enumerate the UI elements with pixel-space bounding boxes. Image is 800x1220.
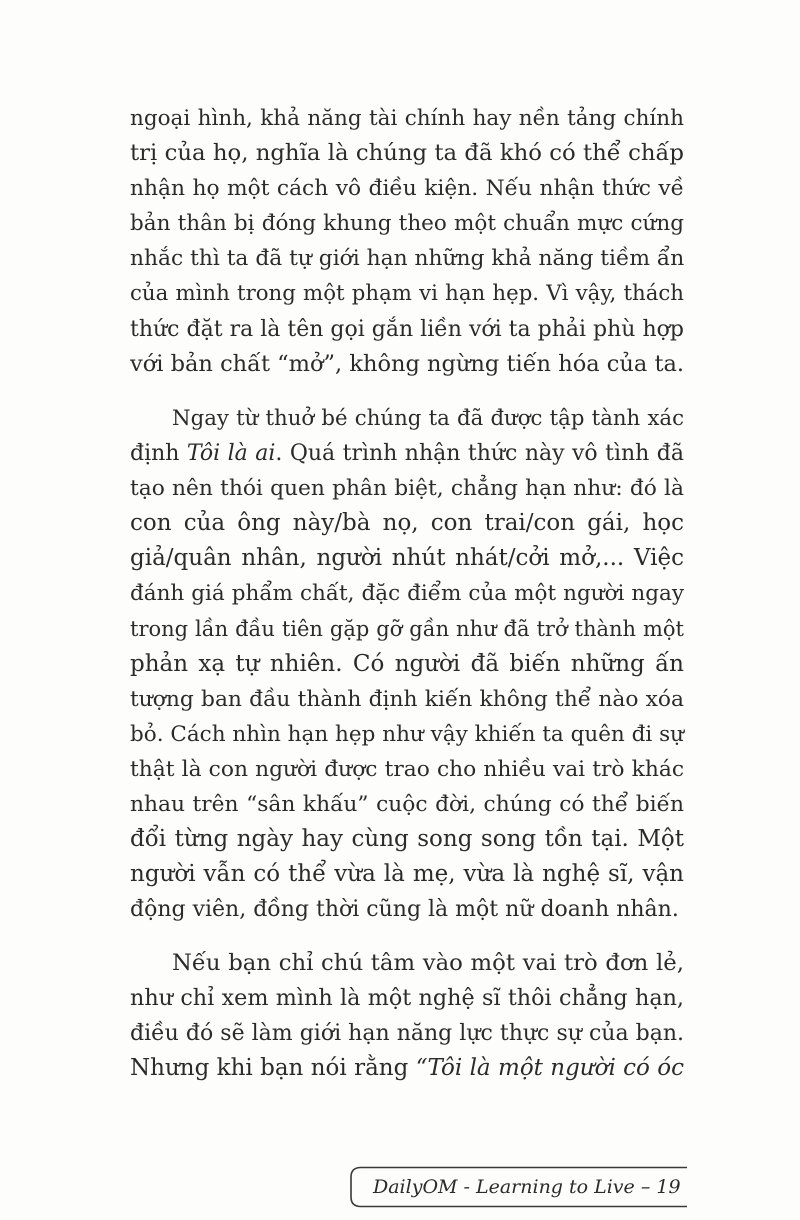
text-line: nhận họ một cách vô điều kiện. Nếu nhận thức về: [130, 176, 684, 202]
text-line: [130, 436, 684, 471]
text-line: bỏ. Cách nhìn hạn hẹp như vậy khiến ta quên đi sự: [130, 721, 684, 747]
text-line: bản thân bị đóng khung theo một chuẩn mực cứng: [130, 211, 684, 237]
text-line: phản xạ tự nhiên. Có người đã biến những ấn: [130, 650, 684, 677]
text-line: đổi từng ngày hay cùng song song tồn tại. Một: [130, 826, 684, 853]
text-line: [130, 1051, 684, 1086]
text-line: ngoại hình, khả năng tài chính hay nền tảng chính: [130, 106, 684, 131]
text-line: trị của họ, nghĩa là chúng ta đã khó có thể chấp: [130, 140, 684, 167]
text-run: định: [130, 441, 187, 467]
text-line: nhắc thì ta đã tự giới hạn những khả năng tiềm ẩn: [130, 246, 685, 272]
text-line: như chỉ xem mình là một nghệ sĩ thôi chẳng hạn,: [130, 985, 684, 1012]
text-line: giả/quân nhân, người nhút nhát/cởi mở,... Việc: [130, 545, 684, 572]
paragraph-2: [130, 401, 684, 927]
paragraph-3: [130, 946, 684, 1086]
text-line: thật là con người được trao cho nhiều vai trò khác: [130, 756, 684, 782]
text-line: con của ông này/bà nọ, con trai/con gái, học: [130, 510, 684, 537]
text-line: tạo nên thói quen phân biệt, chẳng hạn như: đó là: [130, 476, 684, 502]
text-line: tượng ban đầu thành định kiến không thể nào xóa: [130, 686, 684, 712]
text-line: người vẫn có thể vừa là mẹ, vừa là nghệ sĩ, vận: [130, 861, 684, 888]
text-line: động viên, đồng thời cũng là một nữ doanh nhân.: [130, 897, 679, 923]
text-line: Nếu bạn chỉ chú tâm vào một vai trò đơn lẻ,: [172, 950, 684, 976]
text-run: . Quá trình nhận thức này vô tình đã: [275, 441, 684, 467]
text-line: Ngay từ thuở bé chúng ta đã được tập tành xác: [172, 406, 684, 431]
running-footer: [347, 1166, 687, 1208]
text-line: trong lần đầu tiên gặp gỡ gần như đã trở thành một: [130, 616, 684, 641]
text-line: thức đặt ra là tên gọi gắn liền với ta phải phù hợp: [130, 316, 684, 342]
text-line: của mình trong một phạm vi hạn hẹp. Vì vậy, thách: [130, 281, 684, 307]
italic-title: Tôi là ai: [186, 441, 276, 467]
paragraph-1: [130, 101, 684, 382]
text-line: với bản chất “mở”, không ngừng tiến hóa của ta.: [130, 350, 685, 377]
text-line: nhau trên “sân khấu” cuộc đời, chúng có thể biến: [130, 792, 684, 818]
italic-quote: “Tôi là một người có óc: [415, 1055, 684, 1082]
text-line: điều đó sẽ làm giới hạn năng lực thực sự của bạn.: [130, 1021, 684, 1047]
footer-page-label: DailyOM - Learning to Live – 19: [373, 1176, 681, 1198]
text-line: đánh giá phẩm chất, đặc điểm của một người ngay: [130, 581, 684, 607]
text-run: Nhưng khi bạn nói rằng: [130, 1055, 416, 1082]
